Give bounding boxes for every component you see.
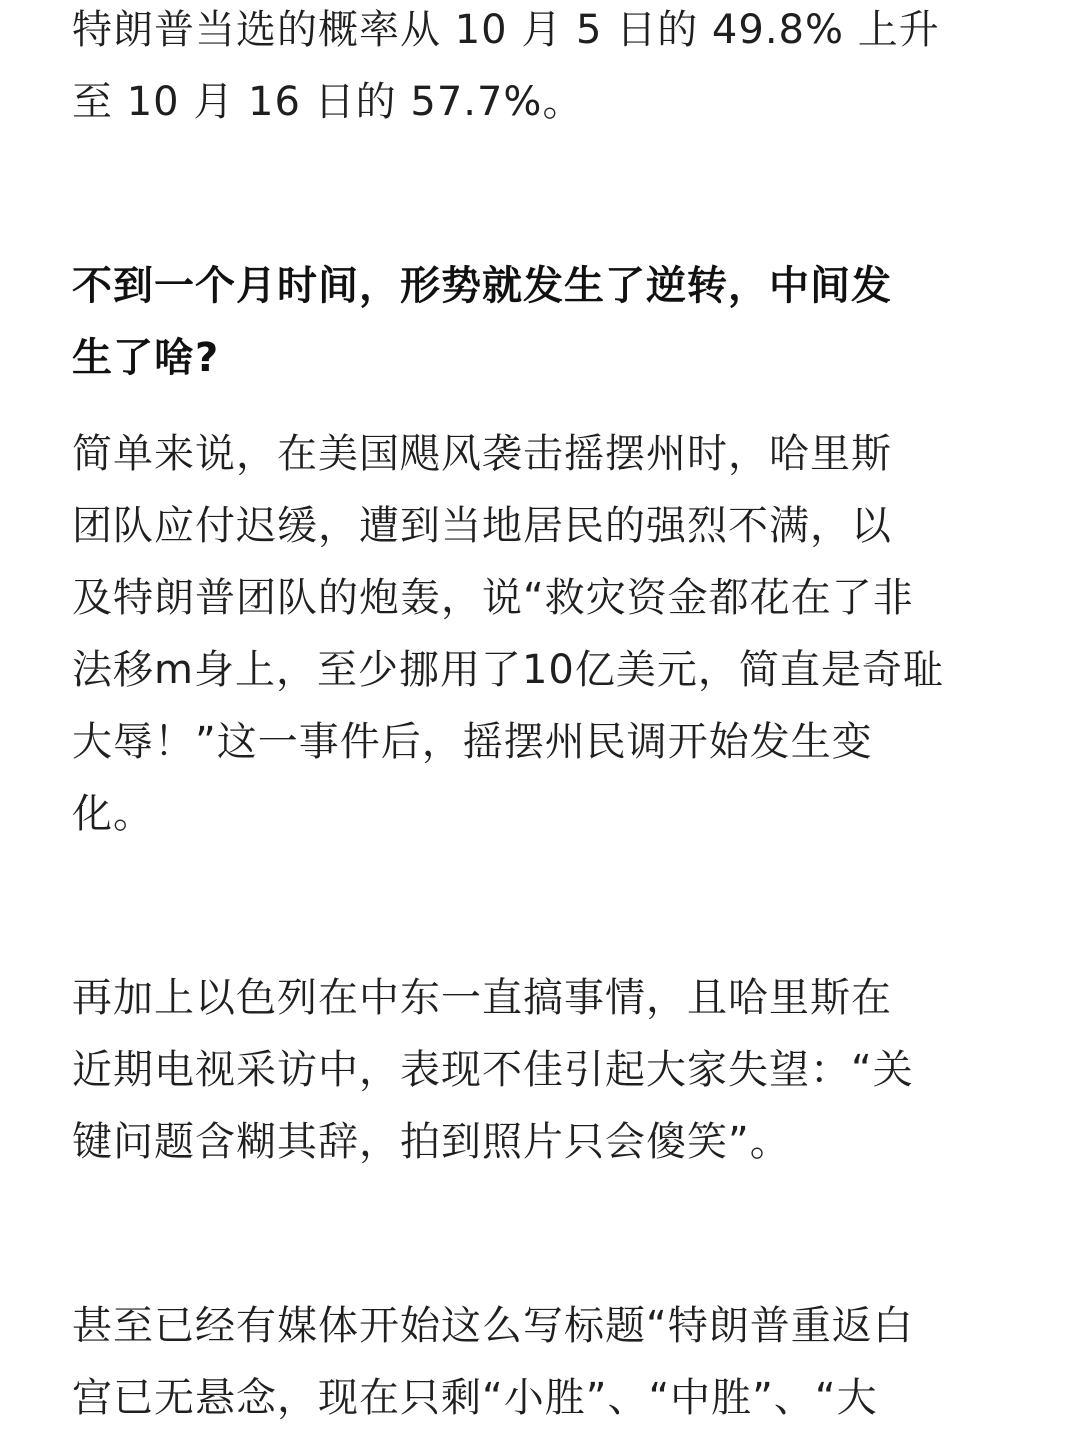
text-line: 宫已无悬念，现在只剩“小胜”、“中胜”、“大 xyxy=(72,1375,878,1421)
text-line: 再加上以色列在中东一直搞事情，且哈里斯在 xyxy=(72,975,892,1021)
heading-line: 不到一个月时间，形势就发生了逆转，中间发 xyxy=(72,263,892,309)
text-line: 大辱！”这一事件后，摇摆州民调开始发生变 xyxy=(72,719,873,765)
heading-line: 生了啥? xyxy=(72,335,220,381)
text-line: 法移m身上，至少挪用了10亿美元，简直是奇耻 xyxy=(72,647,944,693)
section-heading xyxy=(72,250,1022,394)
text-line: 及特朗普团队的炮轰，说“救灾资金都花在了非 xyxy=(72,575,914,621)
text-line: 甚至已经有媒体开始这么写标题“特朗普重返白 xyxy=(72,1303,914,1349)
text-line: 近期电视采访中，表现不佳引起大家失望：“关 xyxy=(72,1047,914,1093)
text-line: 键问题含糊其辞，拍到照片只会傻笑”。 xyxy=(72,1119,791,1165)
paragraph-probability xyxy=(72,0,1022,138)
text-line: 至 10 月 16 日的 57.7%。 xyxy=(72,79,584,125)
text-line: 化。 xyxy=(72,791,154,837)
paragraph-media-headline xyxy=(72,1290,1022,1434)
text-line: 团队应付迟缓，遭到当地居民的强烈不满，以 xyxy=(72,503,892,549)
text-line: 特朗普当选的概率从 10 月 5 日的 49.8% 上升 xyxy=(72,7,940,53)
text-line: 简单来说，在美国飓风袭击摇摆州时，哈里斯 xyxy=(72,431,892,477)
paragraph-middle-east xyxy=(72,962,1022,1178)
paragraph-hurricane xyxy=(72,418,1022,850)
